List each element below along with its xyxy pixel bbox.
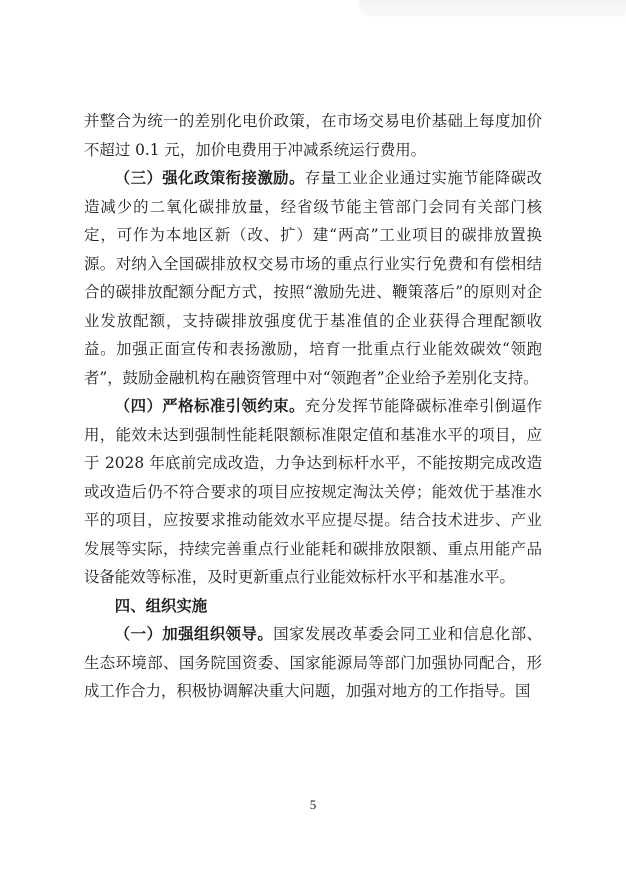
paragraph-policy-incentive — [84, 164, 542, 392]
paragraph-text: 国家发展改革委会同工业和信息化部、生态环境部、国务院国资委、国家能源局等部门加强协同配合，形成工作合力，积极协调解决重大问题，加强对地方的工作指导。国 — [84, 625, 542, 700]
paragraph-standard-constraint — [84, 392, 542, 592]
section-heading: 四、组织实施 — [114, 596, 208, 615]
paragraph-lead-title: （一）加强组织领导。 — [114, 625, 274, 643]
paragraph-organization-leadership — [84, 620, 542, 706]
paragraph-text: 充分发挥节能降碳标准牵引倒逼作用，能效未达到强制性能耗限额标准限定值和基准水平的项目，应于 2028 年底前完成改造，力争达到标杆水平，不能按期完成改造或改造后仍不符合要求的项目应按规定淘汰关停；能效优于基准水平的项目，应按要求推动能效水平应提尽提。结合技术进步、产业发展等实际，持续完善重点行业能耗和碳排放限额、重点用能产品设备能效等标准，及时更新重点行业能效标杆水平和基准水平。 — [84, 397, 542, 586]
paragraph-text: 存量工业企业通过实施节能降碳改造减少的二氧化碳排放量，经省级节能主管部门会同有关部门核定，可作为本地区新（改、扩）建“两高”工业项目的碳排放置换源。对纳入全国碳排放权交易市场的重点行业实行免费和有偿相结合的碳排放配额分配方式，按照“激励先进、鞭策落后”的原则对企业发放配额，支持碳排放强度优于基准值的企业获得合理配额收益。加强正面宣传和表扬激励，培育一批重点行业能效碳效“领跑者”，鼓励金融机构在融资管理中对“领跑者”企业给予差别化支持。 — [84, 169, 542, 387]
paragraph-lead-title: （四）严格标准引领约束。 — [114, 397, 305, 415]
paragraph-lead-title: （三）强化政策衔接激励。 — [114, 169, 305, 187]
paragraph-text: 并整合为统一的差别化电价政策，在市场交易电价基础上每度加价不超过 0.1 元，加价电费用于冲减系统运行费用。 — [84, 112, 542, 159]
page-edge-shadow — [360, 0, 626, 14]
paragraph-electricity-price — [84, 107, 542, 164]
document-body — [84, 107, 542, 706]
page-number: 5 — [309, 797, 317, 812]
